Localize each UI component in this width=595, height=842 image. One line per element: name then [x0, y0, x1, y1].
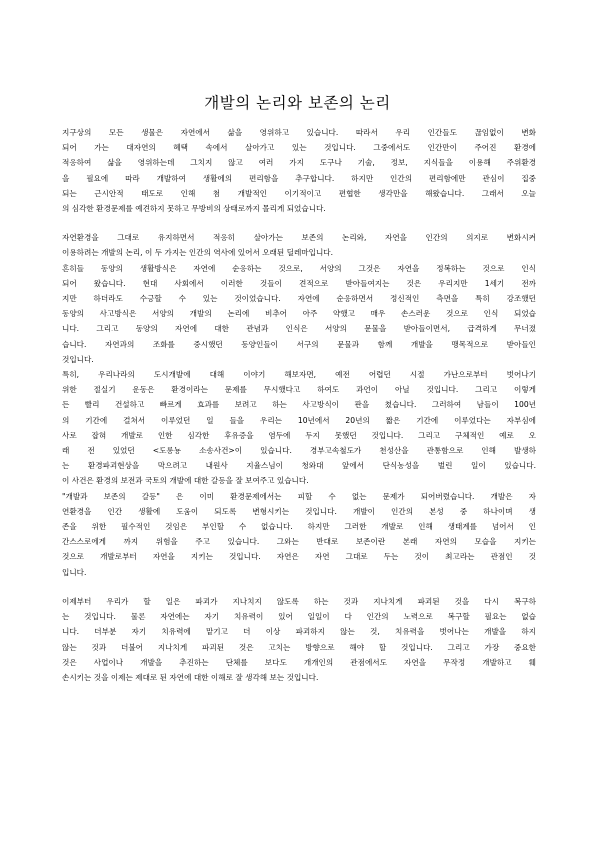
paragraph-line: 니다. 그리고 동양의 자연에 대한 관념과 인식은 서양의 문물을 받아들이면서, 급격하게 무너졌: [62, 324, 536, 334]
paragraph-line: 의 기간에 걸쳐서 이루었던 일 들을 우리는 10년에서 20년의 짧은 기간에 이루었다는 자부심에: [62, 415, 536, 425]
paragraph-line: 든 빨리 건설하고 빠르게 효과를 보려고 하는 사고방식이 판을 쳤습니다. 그러하여 남들이 100년: [62, 400, 536, 410]
paragraph-line: 것은 사업이나 개발을 추진하는 단체를 보다도 개개인의 관점에서도 자연을 무작정 개발하고 훼: [62, 657, 536, 667]
paragraph-line: 의 심각한 환경문제를 예견하지 못하고 무방비의 상태로까지 몰리게 되었습니다.: [62, 204, 326, 214]
paragraph-5: [62, 594, 536, 685]
paragraph-line: 되어 왔습니다. 현대 사회에서 이러한 것들이 견적으로 받아들여지는 것은 우리지만 1세기 전까: [62, 278, 536, 288]
document-body: [62, 125, 536, 685]
paragraph-line: 간스스로에게 까지 위험을 주고 있습니다. 그와는 반대로 보존이란 본래 자연의 모습을 지키는: [62, 537, 536, 547]
paragraph-line: 는 것입니다. 물론 자연에는 자기 치유력이 있어 일일이 다 인간의 노력으로 복구할 필요는 없습: [62, 612, 536, 622]
paragraph-line: 손시키는 것을 이제는 제대로 된 자연에 대한 이해로 잘 생각해 보는 것입니다.: [62, 672, 319, 682]
paragraph-line: 니다. 더부분 자기 치유력에 맡기고 더 이상 파괴하지 않는 것, 치유력을 벗어나는 개발을 하지: [62, 627, 536, 637]
document-title: 개발의 논리와 보존의 논리: [204, 94, 391, 112]
paragraph-line: 연환경을 인간 생활에 도움이 되도록 변형시키는 것입니다. 개발이 인간의 본성 중 하나이며 생: [62, 506, 536, 516]
paragraph-line: "개발과 보존의 갈등" 은 이미 환경문제에서는 피할 수 없는 문제가 되어버렸습니다. 개발은 자: [62, 491, 536, 501]
paragraph-line: 이용하려는 개발의 논리, 이 두 가지는 인간의 역사에 있어서 오래된 딜레마입니다.: [62, 248, 334, 258]
paragraph-gap: [62, 580, 536, 594]
paragraph-line: 존을 위한 필수적인 것임은 부인할 수 없습니다. 하지만 그러한 개발로 인해 생태계를 넘어서 인: [62, 522, 536, 532]
paragraph-gap: [62, 216, 536, 230]
paragraph-line: 는 환경파괴현상을 막으려고 내원사 지율스님이 청와대 앞에서 단식농성을 벌린 일이 있습니다.: [62, 461, 536, 471]
paragraph-line: 이 사건은 환경의 보전과 국토의 개발에 대한 갈등을 잘 보여주고 있습니다.: [62, 476, 309, 486]
paragraph-line: 적응하여 삶을 영위하는데 그치지 않고 여러 가지 도구나 기술, 정보, 지식들을 이용해 주위환경: [62, 158, 536, 168]
paragraph-line: 사로 잡혀 개발로 인한 심각한 후유증을 염두에 두지 못했던 것입니다. 그리고 구체적인 예로 오: [62, 430, 536, 440]
paragraph-line: 않는 것과 더불어 지나치게 파괴된 것은 고치는 방향으로 해야 할 것입니다. 그리고 가장 중요한: [62, 642, 536, 652]
paragraph-line: 지만 하더라도 수긍할 수 있는 것이었습니다. 자연에 순응하면서 정신적인 측면을 특히 강조했던: [62, 294, 536, 304]
paragraph-line: 되는 근시안적 태도로 인해 첨 개발적인 이기적이고 편협한 생각만을 해왔습니다. 그래서 오늘: [62, 188, 536, 198]
paragraph-2: [62, 230, 536, 367]
paragraph-line: 지구상의 모든 생물은 자연에서 삶을 영위하고 있습니다. 따라서 우리 인간들도 끊임없이 변화: [62, 128, 536, 137]
paragraph-line: 자연환경을 그대로 유지하면서 적응히 살아가는 보존의 논리와, 자연을 인간의 의지로 변화시켜: [62, 233, 536, 243]
paragraph-1: [62, 125, 536, 216]
paragraph-line: 입니다.: [62, 567, 87, 577]
paragraph-line: 되어 가는 대자연의 혜택 속에서 살아가고 있는 것입니다. 그중에서도 인간만이 주어진 환경에: [62, 143, 536, 153]
paragraph-line: 습니다. 자연과의 조화를 중시했던 동양인들이 서구의 문물과 함께 개발을 맹목적으로 받아들인: [62, 339, 536, 349]
paragraph-line: 이제부터 우리가 할 일은 파괴가 지나치지 않도록 하는 것과 지나치게 파괴된 것을 다시 복구하: [62, 596, 536, 606]
paragraph-line: 것입니다.: [62, 354, 94, 364]
paragraph-line: 것으로 개발로부터 자연을 지키는 것입니다. 자연은 자연 그대로 두는 것이 최고라는 관점인 것: [62, 552, 536, 562]
paragraph-line: 특히, 우리나라의 도시개발에 대해 이야기 해보자면, 예전 어렵던 시절 가난으로부터 벗어나기: [62, 370, 536, 380]
paragraph-line: 동양의 사고방식은 서양의 개발의 논리에 비추어 아주 약했고 매우 손스러운 것으로 인식 되었습: [62, 309, 536, 319]
paragraph-line: 래 전 있었던 <도롱뇽 소송사건>이 있습니다. 경부고속철도가 천성산을 관통함으로 인해 발생하: [62, 446, 536, 456]
paragraph-3: [62, 367, 536, 489]
paragraph-line: 을 필요에 따라 개발하여 생활에의 편리함을 추구합니다. 하지만 인간의 편리함에만 관심이 집중: [62, 173, 536, 183]
paragraph-4: [62, 489, 536, 580]
paragraph-line: 위한 절실기 운동은 환경이라는 문제를 무시했다고 하여도 과언이 아닐 것입니다. 그리고 이렇게: [62, 385, 536, 395]
paragraph-line: 흔히들 동양의 생활방식은 자연에 순응하는 것으로, 서양의 그것은 자연을 정복하는 것으로 인식: [62, 263, 536, 273]
